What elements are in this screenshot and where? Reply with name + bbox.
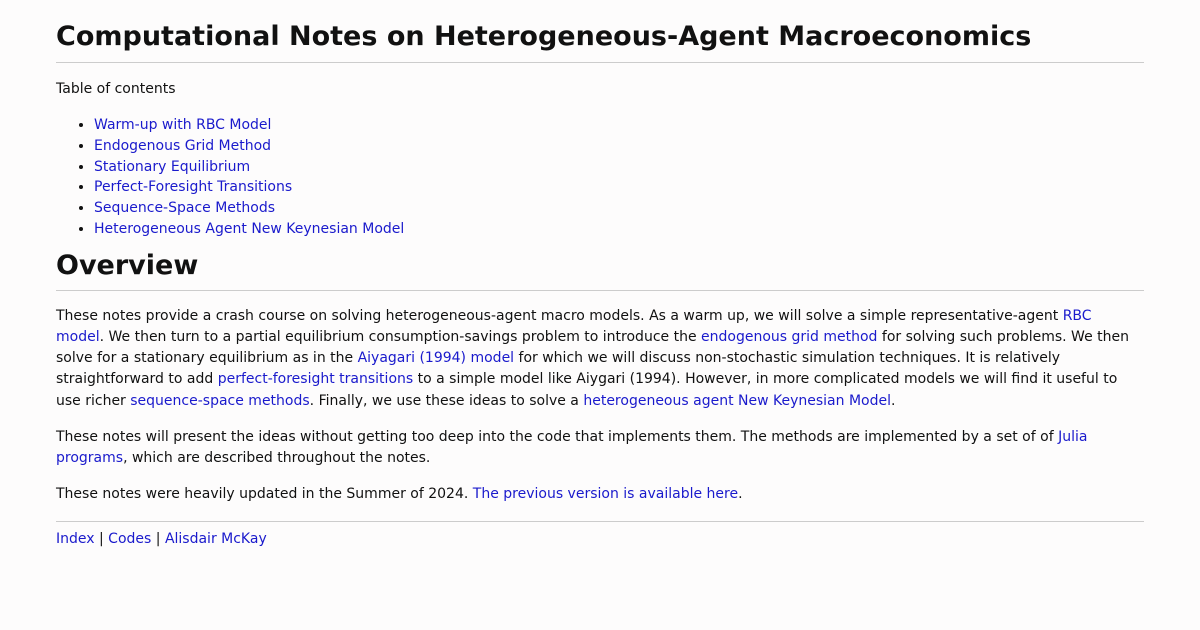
- footer-link-author[interactable]: Alisdair McKay: [164, 531, 267, 548]
- toc-item: [94, 177, 1144, 198]
- text: for solving such problems. We then solve for a stationary equilibrium as in the: [56, 328, 1129, 367]
- text: , which are described throughout the notes.: [123, 450, 431, 466]
- toc-link-rbc[interactable]: Warm-up with RBC Model: [94, 117, 272, 133]
- text: These notes were heavily updated in the Summer of 2024.: [56, 486, 473, 503]
- overview-paragraph-3: [56, 484, 1144, 505]
- toc-item: [94, 198, 1144, 219]
- link-hank-model[interactable]: heterogeneous agent New Keynesian Model: [583, 392, 891, 409]
- overview-heading: Overview: [56, 249, 1144, 291]
- link-aiyagari-model[interactable]: Aiyagari (1994) model: [357, 350, 515, 367]
- toc-link-egm[interactable]: Endogenous Grid Method: [94, 137, 272, 154]
- text: . Finally, we use these ideas to solve a: [309, 392, 584, 409]
- toc-item: [94, 157, 1144, 178]
- table-of-contents: [56, 115, 1144, 240]
- link-perfect-foresight-transitions[interactable]: perfect-foresight transitions: [217, 371, 414, 388]
- page-title: Computational Notes on Heterogeneous-Agent Macroeconomics: [56, 0, 1144, 63]
- toc-item: [94, 136, 1144, 157]
- link-previous-version[interactable]: The previous version is available here: [472, 486, 739, 503]
- footer-separator: |: [99, 531, 104, 548]
- link-endogenous-grid-method[interactable]: endogenous grid method: [701, 328, 878, 345]
- overview-paragraph-1: [56, 306, 1144, 412]
- text: .: [890, 392, 896, 409]
- toc-link-sequence-space[interactable]: Sequence-Space Methods: [94, 200, 276, 217]
- link-julia-programs[interactable]: Julia programs: [56, 428, 1088, 466]
- toc-link-stationary[interactable]: Stationary Equilibrium: [94, 158, 251, 175]
- text: for which we will discuss non-stochastic simulation techniques. It is relatively straightforward to add: [56, 350, 1061, 388]
- text: These notes provide a crash course on solving heterogeneous-agent macro models. As a warm up, we will solve a simple representative-agent: [56, 307, 1063, 324]
- toc-label: Table of contents: [56, 81, 176, 97]
- footer-link-index[interactable]: Index: [56, 531, 95, 548]
- toc-item: [94, 219, 1144, 240]
- toc-link-hank[interactable]: Heterogeneous Agent New Keynesian Model: [94, 220, 405, 237]
- text: .: [738, 486, 743, 503]
- toc-item: [94, 115, 1144, 136]
- footer-nav: [56, 521, 1144, 548]
- toc-link-transitions[interactable]: Perfect-Foresight Transitions: [94, 179, 293, 196]
- footer-link-codes[interactable]: Codes: [108, 531, 152, 548]
- page-content: [56, 0, 1144, 548]
- link-sequence-space-methods[interactable]: sequence-space methods: [130, 392, 310, 409]
- text: . We then turn to a partial equilibrium consumption-savings problem to introduce the: [99, 328, 702, 345]
- text: to a simple model like Aiygari (1994). However, in more complicated models we will find it useful to use richer: [56, 371, 1118, 409]
- link-rbc-model[interactable]: RBC model: [56, 307, 1092, 345]
- overview-paragraph-2: [56, 427, 1144, 469]
- text: These notes will present the ideas without getting too deep into the code that implements them. The methods are implemented by a set of of: [56, 428, 1059, 445]
- footer-separator: |: [155, 531, 161, 548]
